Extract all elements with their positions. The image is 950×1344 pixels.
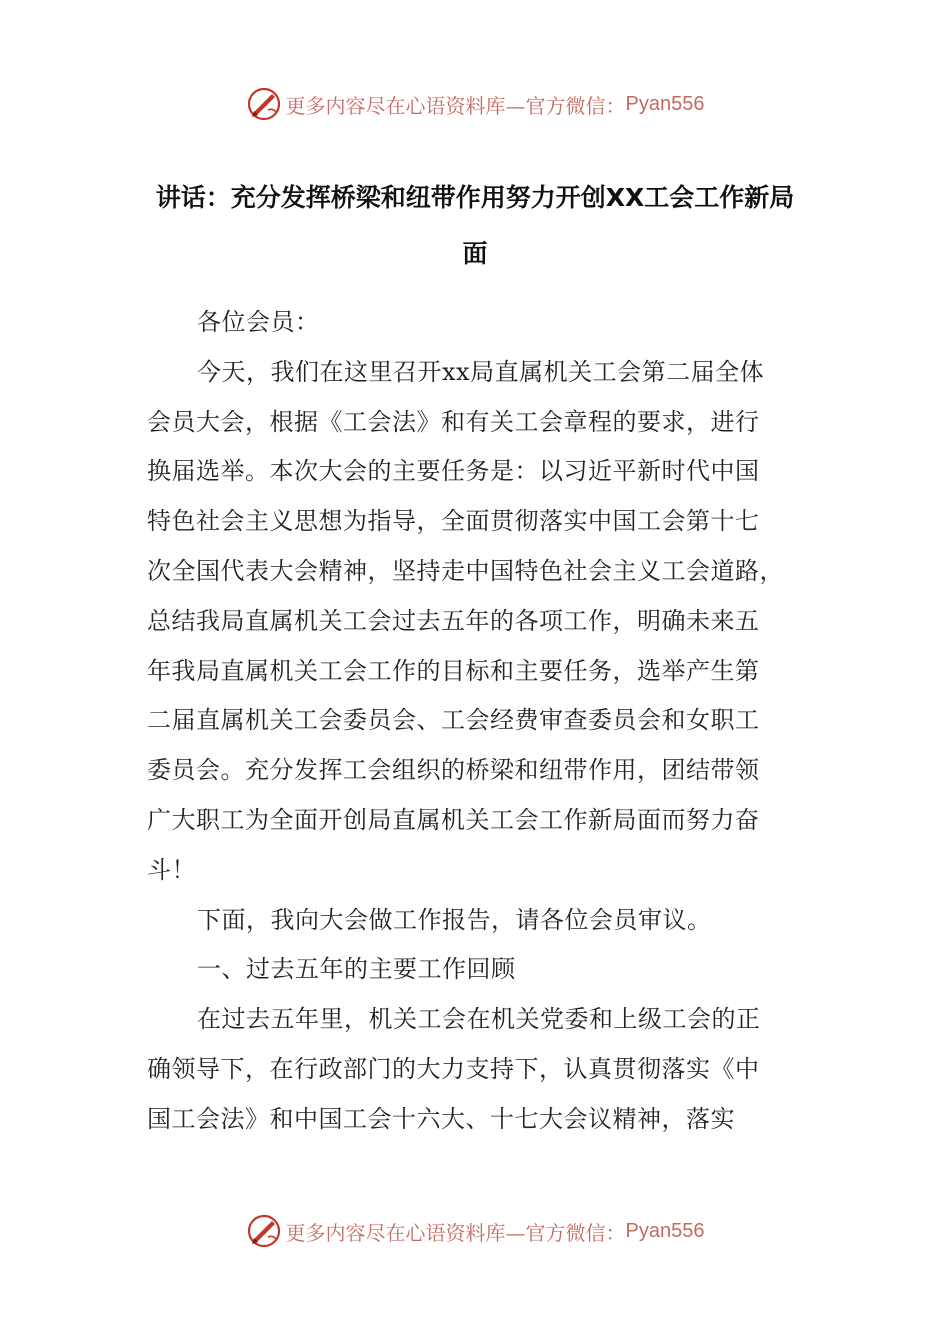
- watermark-text: 更多内容尽在心语资料库—官方微信：: [285, 1220, 626, 1245]
- section-heading: 一、过去五年的主要工作回顾: [197, 955, 516, 984]
- paragraph-line: 国工会法》和中国工会十六大、十七大会议精神，落实: [147, 1104, 735, 1133]
- document-body: [147, 298, 803, 1145]
- paragraph-line: 在过去五年里，机关工会在机关党委和上级工会的正: [197, 1005, 761, 1034]
- paragraph-line: 特色社会主义思想为指导，全面贯彻落实中国工会第十七: [147, 507, 760, 536]
- paragraph-line: 二届直属机关工会委员会、工会经费审查委员会和女职工: [147, 706, 760, 735]
- paragraph-line: 年我局直属机关工会工作的目标和主要任务，选举产生第: [147, 656, 760, 685]
- paragraph-line: 下面，我向大会做工作报告，请各位会员审议。: [197, 905, 712, 934]
- paragraph-line: 广大职工为全面开创局直属机关工会工作新局面而努力奋: [147, 805, 760, 834]
- title-line-1: 讲话：充分发挥桥梁和纽带作用努力开创XX工会工作新局: [155, 183, 795, 212]
- watermark-text: 更多内容尽在心语资料库—官方微信：: [285, 93, 626, 118]
- watermark-banner-top: [0, 84, 950, 124]
- watermark-wechat-id: Pyan556: [625, 92, 705, 115]
- paragraph-line: 委员会。充分发挥工会组织的桥梁和纽带作用，团结带领: [147, 756, 760, 785]
- pen-logo-icon: [246, 1213, 282, 1249]
- paragraph-line: 会员大会，根据《工会法》和有关工会章程的要求，进行: [147, 407, 760, 436]
- paragraph-line: 次全国代表大会精神，坚持走中国特色社会主义工会道路，: [147, 556, 784, 585]
- pen-logo-icon: [246, 86, 282, 122]
- watermark-wechat-id: Pyan556: [625, 1219, 705, 1242]
- document-title: [140, 170, 810, 282]
- paragraph-line: 确领导下，在行政部门的大力支持下，认真贯彻落实《中: [147, 1054, 760, 1083]
- paragraph-line: 斗！: [147, 855, 196, 884]
- watermark-banner-bottom: [0, 1211, 950, 1251]
- title-line-2: 面: [462, 239, 488, 268]
- paragraph-line: 今天，我们在这里召开xx局直属机关工会第二届全体: [197, 357, 765, 386]
- paragraph-line: 换届选举。本次大会的主要任务是：以习近平新时代中国: [147, 457, 760, 486]
- paragraph-line: 总结我局直属机关工会过去五年的各项工作，明确未来五: [147, 606, 760, 635]
- salutation: 各位会员：: [197, 308, 320, 336]
